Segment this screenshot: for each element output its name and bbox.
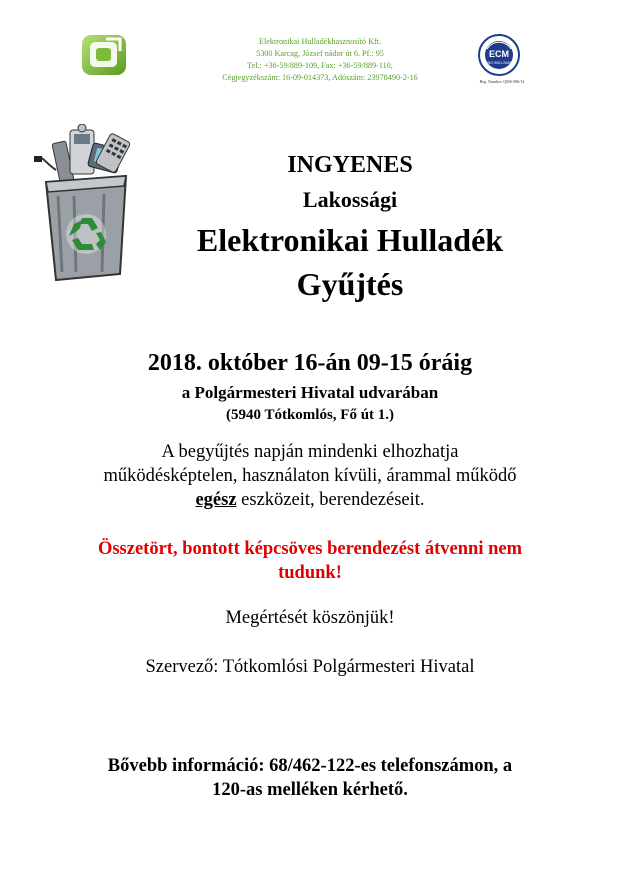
warning-line: tudunk! bbox=[278, 563, 342, 583]
company-registry: Cégjegyzékszám: 16-09-014373, Adószám: 23978490-2-16 bbox=[222, 73, 418, 82]
warning-line: Összetört, bontott képcsöves berendezést átvenni nem bbox=[97, 539, 523, 559]
cert-logo-text: ECM bbox=[489, 49, 509, 59]
body-text bbox=[0, 440, 620, 512]
body-line: működésképtelen, használaton kívüli, árammal működő bbox=[103, 466, 517, 486]
company-phone-fax: Tel.: +36-59/889-109, Fax: +36-59/889-110, bbox=[247, 61, 393, 70]
more-info-line: 120-as melléken kérhető. bbox=[212, 780, 408, 800]
title-free: INGYENES bbox=[287, 152, 413, 178]
title-collection: Gyűjtés bbox=[296, 266, 404, 302]
company-address: 5300 Karcag, József nádor út 6. Pf.: 95 bbox=[256, 49, 384, 58]
body-line bbox=[0, 488, 620, 512]
body-line-rest: eszközeit, berendezéseit. bbox=[236, 490, 425, 510]
company-logo-icon bbox=[80, 33, 128, 77]
company-info bbox=[190, 36, 450, 84]
cert-logo-subtext: ISO 9001:2008 bbox=[486, 61, 512, 65]
organizer-text: Szervező: Tótkomlósi Polgármesteri Hivatal bbox=[145, 657, 475, 677]
more-info-text bbox=[0, 754, 620, 802]
page-title: Elektronikai Hulladék bbox=[196, 222, 504, 258]
thanks-text: Megértését köszönjük! bbox=[225, 608, 395, 628]
warning-text bbox=[0, 537, 620, 585]
emphasis-word: egész bbox=[195, 490, 237, 510]
event-date: 2018. október 16-án 09-15 óráig bbox=[147, 350, 473, 376]
recycling-bin-electronics-icon bbox=[34, 124, 138, 290]
title-resident: Lakossági bbox=[302, 187, 398, 212]
event-place: a Polgármesteri Hivatal udvarában bbox=[181, 383, 439, 402]
company-name: Elektronikai Hulladékhasznosító Kft. bbox=[258, 37, 382, 46]
event-address: (5940 Tótkomlós, Fő út 1.) bbox=[225, 407, 395, 423]
reg-number: Reg. Number: QMS-586/14 bbox=[479, 79, 525, 84]
more-info-line: Bővebb információ: 68/462-122-es telefonszámon, a bbox=[107, 756, 513, 776]
body-line: A begyűjtés napján mindenki elhozhatja bbox=[161, 442, 459, 462]
